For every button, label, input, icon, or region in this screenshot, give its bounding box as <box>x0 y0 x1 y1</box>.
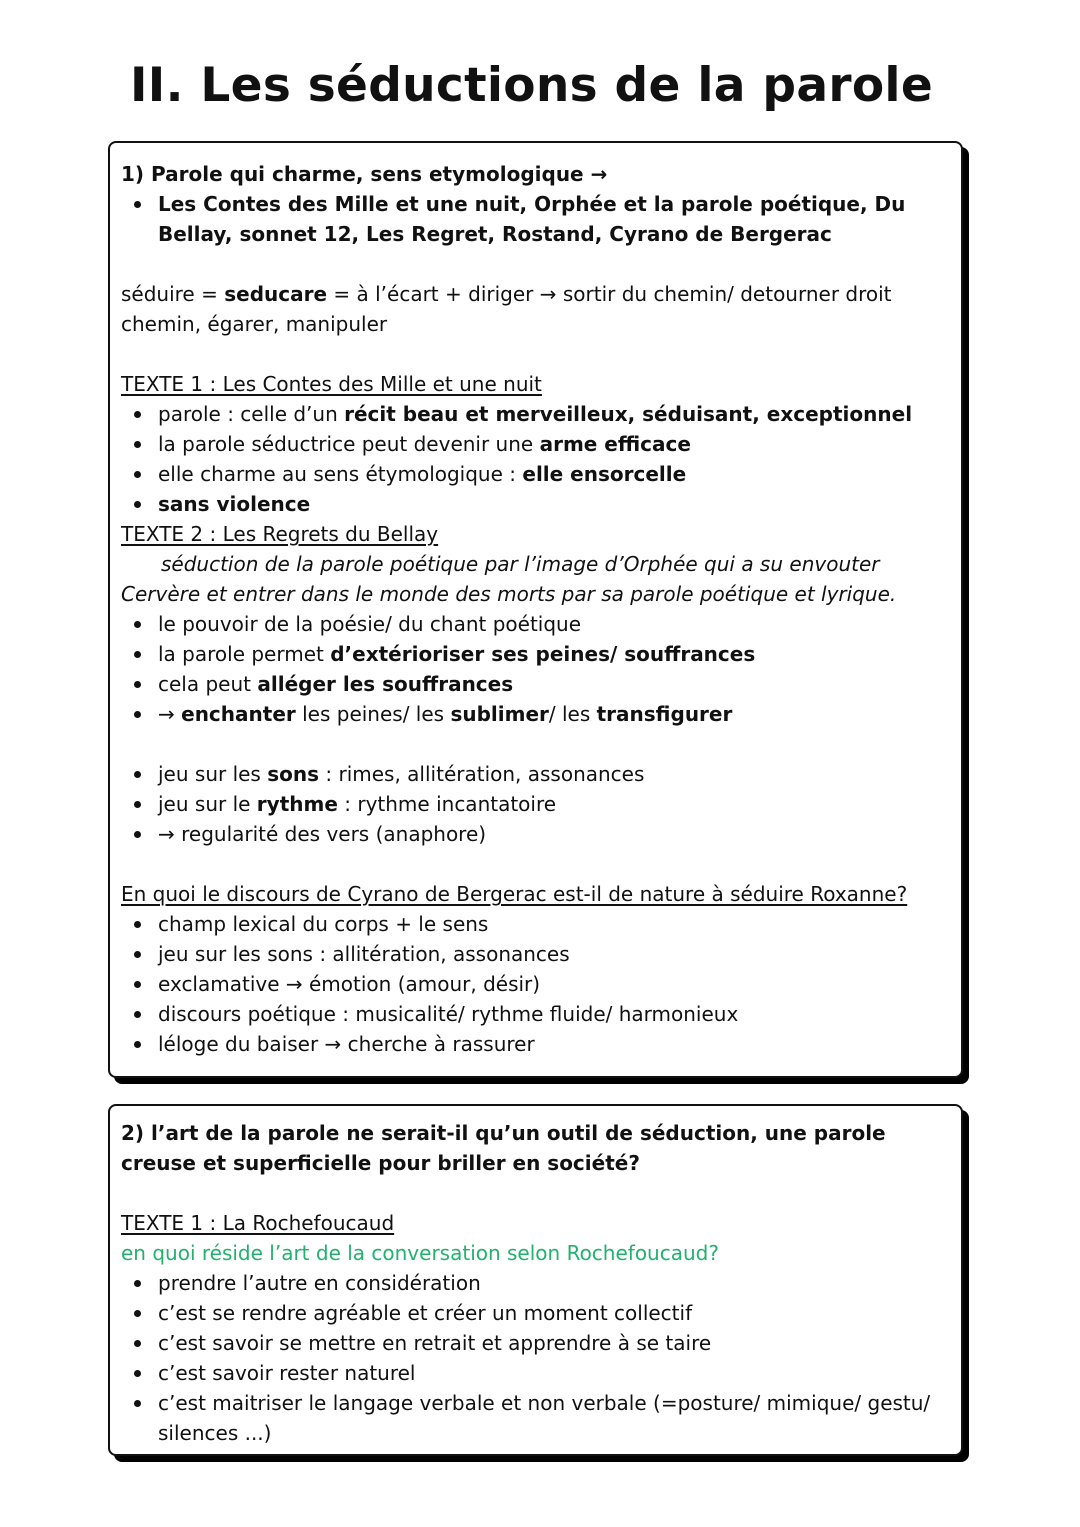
text: jeu sur les sons : allitération, assonances <box>158 942 570 966</box>
text-line <box>121 279 951 339</box>
text: TEXTE 1 : La Rochefoucaud <box>121 1211 395 1235</box>
text: parole : celle d’un <box>158 402 345 426</box>
text-line <box>121 1118 951 1178</box>
bullet-item <box>121 399 951 429</box>
text: les peines/ les <box>295 702 451 726</box>
page-title: II. Les séductions de la parole <box>130 58 934 113</box>
text: : rythme incantatoire <box>337 792 557 816</box>
subheading <box>121 879 951 909</box>
bold-text: 1) Parole qui charme, sens etymologique → <box>121 162 608 186</box>
text: = à l’écart + diriger → sortir du chemin/ detourner droit chemin, égarer, manipuler <box>121 282 892 336</box>
text: champ lexical du corps + le sens <box>158 912 489 936</box>
bullet-item <box>121 669 951 699</box>
text: c’est maitriser le langage verbale et non verbale (=posture/ mimique/ gestu/ silences ...) <box>158 1391 931 1445</box>
text: c’est se rendre agréable et créer un moment collectif <box>158 1301 693 1325</box>
subheading <box>121 369 951 399</box>
text-line <box>121 159 951 189</box>
bold-text: arme efficace <box>539 432 691 456</box>
text: TEXTE 1 : Les Contes des Mille et une nuit <box>121 372 542 396</box>
bullet-item <box>121 609 951 639</box>
bullet-item <box>121 909 951 939</box>
text: la parole séductrice peut devenir une <box>158 432 540 456</box>
text: : rimes, allitération, assonances <box>319 762 645 786</box>
bold-text: 2) l’art de la parole ne serait-il qu’un outil de séduction, une parole creuse et superficielle pour briller en société? <box>121 1121 886 1175</box>
text: En quoi le discours de Cyrano de Bergerac est-il de nature à séduire Roxanne? <box>121 882 908 906</box>
text: exclamative → émotion (amour, désir) <box>158 972 541 996</box>
bold-text: sublimer <box>450 702 549 726</box>
bullet-item <box>121 489 951 519</box>
bullet-item <box>121 1268 951 1298</box>
text: TEXTE 2 : Les Regrets du Bellay <box>121 522 439 546</box>
text: prendre l’autre en considération <box>158 1271 481 1295</box>
bullet-item <box>121 999 951 1029</box>
spacer <box>121 1178 951 1208</box>
bullet-item <box>121 789 951 819</box>
text: c’est savoir se mettre en retrait et apprendre à se taire <box>158 1331 712 1355</box>
bullet-item <box>121 1388 951 1448</box>
text: cela peut <box>158 672 258 696</box>
text: en quoi réside l’art de la conversation selon Rochefoucaud? <box>121 1241 719 1265</box>
text: → regularité des vers (anaphore) <box>158 822 487 846</box>
text: jeu sur les <box>158 762 268 786</box>
text-line <box>121 1238 951 1268</box>
text: la parole permet <box>158 642 331 666</box>
bold-text: récit beau et merveilleux, séduisant, exceptionnel <box>344 402 913 426</box>
section-box-2 <box>108 1104 963 1456</box>
text: séduction de la parole poétique par l’image d’Orphée qui a su envouter Cervère et entrer dans le monde des morts par sa parole poétique et lyrique. <box>121 552 897 606</box>
bullet-item <box>121 639 951 669</box>
text: → <box>158 702 182 726</box>
bullet-item <box>121 819 951 849</box>
bold-text: sons <box>267 762 320 786</box>
spacer <box>121 249 951 279</box>
bullet-item <box>121 1358 951 1388</box>
bold-text: seducare <box>224 282 328 306</box>
bullet-item <box>121 969 951 999</box>
bold-text: elle ensorcelle <box>522 462 687 486</box>
text: / les <box>548 702 597 726</box>
bullet-item <box>121 429 951 459</box>
bullet-item <box>121 699 951 729</box>
bullet-item <box>121 759 951 789</box>
bullet-item <box>121 459 951 489</box>
bold-text: d’extérioriser ses peines/ souffrances <box>330 642 756 666</box>
bullet-item <box>121 189 951 249</box>
bold-text: Les Contes des Mille et une nuit, Orphée et la parole poétique, Du Bellay, sonnet 12, Les Regret, Rostand, Cyrano de Bergerac <box>158 192 906 246</box>
bold-text: sans violence <box>158 492 311 516</box>
text: elle charme au sens étymologique : <box>158 462 523 486</box>
bold-text: rythme <box>256 792 338 816</box>
subheading <box>121 519 951 549</box>
text: jeu sur le <box>158 792 257 816</box>
text: c’est savoir rester naturel <box>158 1361 416 1385</box>
text-line <box>121 549 951 609</box>
bullet-item <box>121 1298 951 1328</box>
bold-text: alléger les souffrances <box>257 672 514 696</box>
text: le pouvoir de la poésie/ du chant poétique <box>158 612 582 636</box>
bold-text: transfigurer <box>596 702 733 726</box>
subheading <box>121 1208 951 1238</box>
bullet-item <box>121 939 951 969</box>
text: discours poétique : musicalité/ rythme fluide/ harmonieux <box>158 1002 739 1026</box>
bold-text: enchanter <box>181 702 296 726</box>
spacer <box>121 339 951 369</box>
bullet-item <box>121 1328 951 1358</box>
text: séduire = <box>121 282 225 306</box>
spacer <box>121 849 951 879</box>
section-box-1 <box>108 141 963 1078</box>
bullet-item <box>121 1029 951 1059</box>
text: léloge du baiser → cherche à rassurer <box>158 1032 535 1056</box>
spacer <box>121 729 951 759</box>
